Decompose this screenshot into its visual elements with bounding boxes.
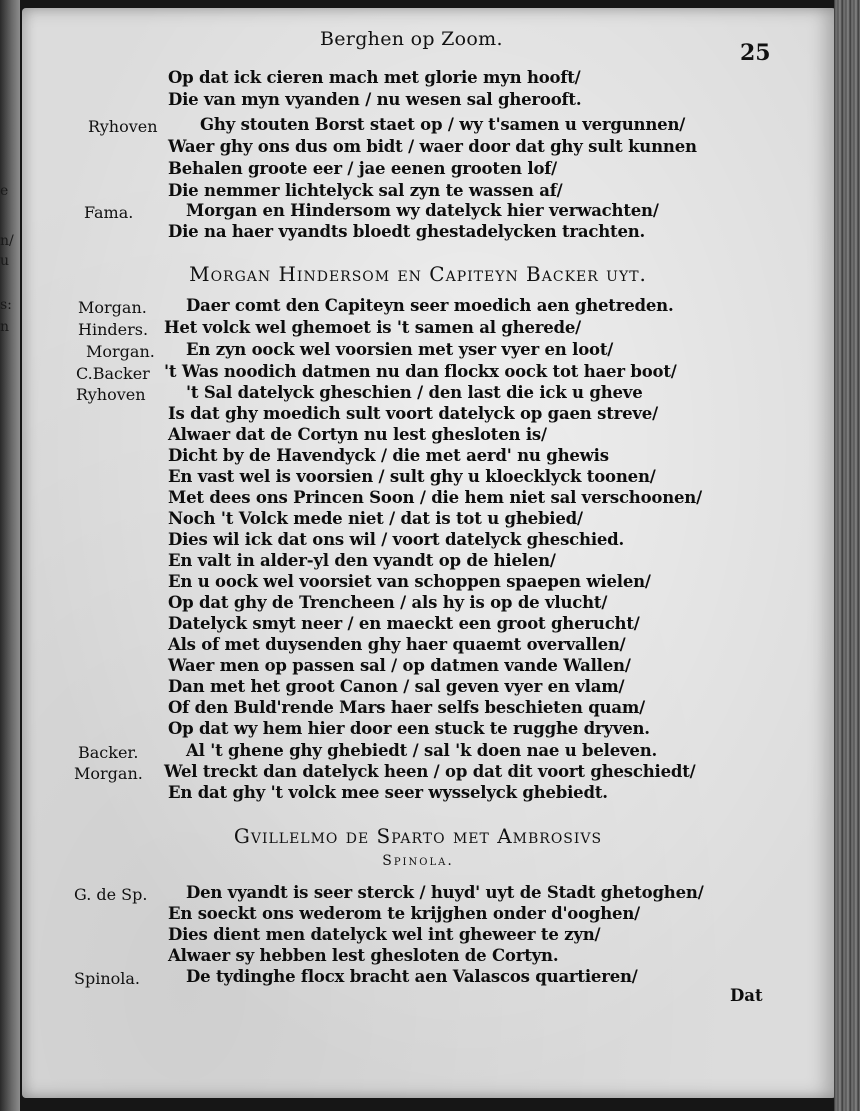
- verse-line: [0, 946, 836, 968]
- verse-text: Dies dient men datelyck wel int gheweer te zyn/: [168, 925, 601, 944]
- verse-text: 't Was noodich datmen nu dan flockx oock tot haer boot/: [164, 362, 677, 381]
- verse-text: Morgan en Hindersom wy datelyck hier verwachten/: [186, 201, 659, 220]
- verse-line: [0, 446, 836, 468]
- verse-text: Het volck wel ghemoet is 't samen al gherede/: [164, 318, 581, 337]
- verse-text: Wel treckt dan datelyck heen / op dat dit voort gheschiedt/: [164, 762, 696, 781]
- verse-text: Op dat ick cieren mach met glorie myn hooft/: [168, 68, 581, 87]
- verse-text: Alwaer sy hebben lest ghesloten de Cortyn.: [168, 946, 559, 965]
- speaker-label: C.Backer: [76, 364, 150, 383]
- verse-line: [0, 656, 836, 678]
- verse-line: [0, 181, 836, 203]
- verse-text: Met dees ons Princen Soon / die hem niet sal verschoonen/: [168, 488, 702, 507]
- verse-line: [0, 530, 836, 552]
- bleed-text: e: [0, 183, 9, 199]
- verse-line: [0, 677, 836, 699]
- speaker-label: Spinola.: [74, 969, 140, 988]
- verse-line: [0, 572, 836, 594]
- verse-line: [0, 925, 836, 947]
- verse-line: [0, 318, 836, 340]
- page-stack-edge: [834, 0, 860, 1111]
- page-number: 25: [740, 40, 771, 66]
- verse-text: Den vyandt is seer sterck / huyd' uyt de Stadt ghetoghen/: [186, 883, 704, 902]
- verse-line: [0, 741, 836, 763]
- speaker-label: Backer.: [78, 743, 139, 762]
- verse-text: Dan met het groot Canon / sal geven vyer en vlam/: [168, 677, 625, 696]
- bleed-text: s:: [0, 297, 12, 313]
- verse-text: Als of met duysenden ghy haer quaemt overvallen/: [168, 635, 626, 654]
- speaker-label: Morgan.: [78, 298, 147, 317]
- verse-line: [0, 883, 836, 905]
- verse-line: [0, 719, 836, 741]
- verse-text: Behalen groote eer / jae eenen grooten lof/: [168, 159, 557, 178]
- verse-line: [0, 509, 836, 531]
- verse-line: [0, 201, 836, 223]
- speaker-label: Fama.: [84, 203, 134, 222]
- verse-text: Is dat ghy moedich sult voort datelyck op gaen streve/: [168, 404, 658, 423]
- verse-text: En soeckt ons wederom te krijghen onder d'ooghen/: [168, 904, 640, 923]
- bleed-text: u: [0, 253, 10, 269]
- verse-text: En dat ghy 't volck mee seer wysselyck ghebiedt.: [168, 783, 608, 802]
- verse-line: [0, 551, 836, 573]
- verse-line: [0, 90, 836, 112]
- verse-line: [0, 762, 836, 784]
- verse-text: Dies wil ick dat ons wil / voort datelyck gheschied.: [168, 530, 625, 549]
- verse-line: [0, 488, 836, 510]
- verse-text: Die nemmer lichtelyck sal zyn te wassen af/: [168, 181, 563, 200]
- speaker-label: Morgan.: [74, 764, 143, 783]
- speaker-label: Morgan.: [86, 342, 155, 361]
- verse-text: En zyn oock wel voorsien met yser vyer en loot/: [186, 340, 614, 359]
- speaker-label: G. de Sp.: [74, 885, 148, 904]
- verse-line: [0, 904, 836, 926]
- verse-text: Alwaer dat de Cortyn nu lest ghesloten is/: [168, 425, 547, 444]
- scene-heading: Morgan Hindersom en Capiteyn Backer uyt.: [189, 262, 647, 286]
- bleed-text: n/: [0, 233, 14, 249]
- verse-line: [0, 115, 836, 137]
- verse-text: Daer comt den Capiteyn seer moedich aen ghetreden.: [186, 296, 674, 315]
- scene-heading: Gvillelmo de Sparto met Ambrosivs: [233, 824, 603, 848]
- verse-line: [0, 698, 836, 720]
- verse-line: [0, 783, 836, 805]
- speaker-label: Ryhoven: [76, 385, 146, 404]
- scene-heading-sub: Spinola.: [382, 853, 454, 869]
- verse-line: [0, 137, 836, 159]
- verse-line: [0, 467, 836, 489]
- verse-line: [0, 614, 836, 636]
- verse-line: [0, 404, 836, 426]
- verse-text: Die na haer vyandts bloedt ghestadelycken trachten.: [168, 222, 646, 241]
- verse-text: Ghy stouten Borst staet op / wy t'samen u vergunnen/: [200, 115, 686, 134]
- verse-line: [0, 362, 836, 384]
- verse-text: Dicht by de Havendyck / die met aerd' nu ghewis: [168, 446, 609, 465]
- verse-text: Datelyck smyt neer / en maeckt een groot gherucht/: [168, 614, 640, 633]
- running-header: Berghen op Zoom.: [320, 28, 503, 50]
- verse-text: De tydinghe flocx bracht aen Valascos quartieren/: [186, 967, 638, 986]
- verse-line: [0, 425, 836, 447]
- verse-text: Al 't ghene ghy ghebiedt / sal 'k doen nae u beleven.: [186, 741, 658, 760]
- verse-line: [0, 967, 836, 989]
- verse-text: Op dat ghy de Trencheen / als hy is op de vlucht/: [168, 593, 608, 612]
- verse-text: Waer ghy ons dus om bidt / waer door dat ghy sult kunnen: [168, 137, 697, 156]
- verse-text: 't Sal datelyck gheschien / den last die ick u gheve: [186, 383, 643, 402]
- verse-line: [0, 593, 836, 615]
- verse-line: [0, 159, 836, 181]
- verse-line: [0, 635, 836, 657]
- speaker-label: Ryhoven: [88, 117, 158, 136]
- verse-line: [0, 296, 836, 318]
- verse-text: En vast wel is voorsien / sult ghy u kloecklyck toonen/: [168, 467, 656, 486]
- catchword: Dat: [730, 986, 763, 1005]
- verse-line: [0, 222, 836, 244]
- verse-text: Of den Buld'rende Mars haer selfs beschieten quam/: [168, 698, 645, 717]
- verse-text: Waer men op passen sal / op datmen vande Wallen/: [168, 656, 631, 675]
- verse-text: En u oock wel voorsiet van schoppen spaepen wielen/: [168, 572, 651, 591]
- verse-text: Die van myn vyanden / nu wesen sal gherooft.: [168, 90, 582, 109]
- verse-line: [0, 68, 836, 90]
- verse-line: [0, 383, 836, 405]
- verse-text: Op dat wy hem hier door een stuck te rugghe dryven.: [168, 719, 650, 738]
- verse-line: [0, 340, 836, 362]
- bleed-text: n: [0, 319, 10, 335]
- verse-text: Noch 't Volck mede niet / dat is tot u ghebied/: [168, 509, 583, 528]
- speaker-label: Hinders.: [78, 320, 149, 339]
- verse-text: En valt in alder-yl den vyandt op de hielen/: [168, 551, 556, 570]
